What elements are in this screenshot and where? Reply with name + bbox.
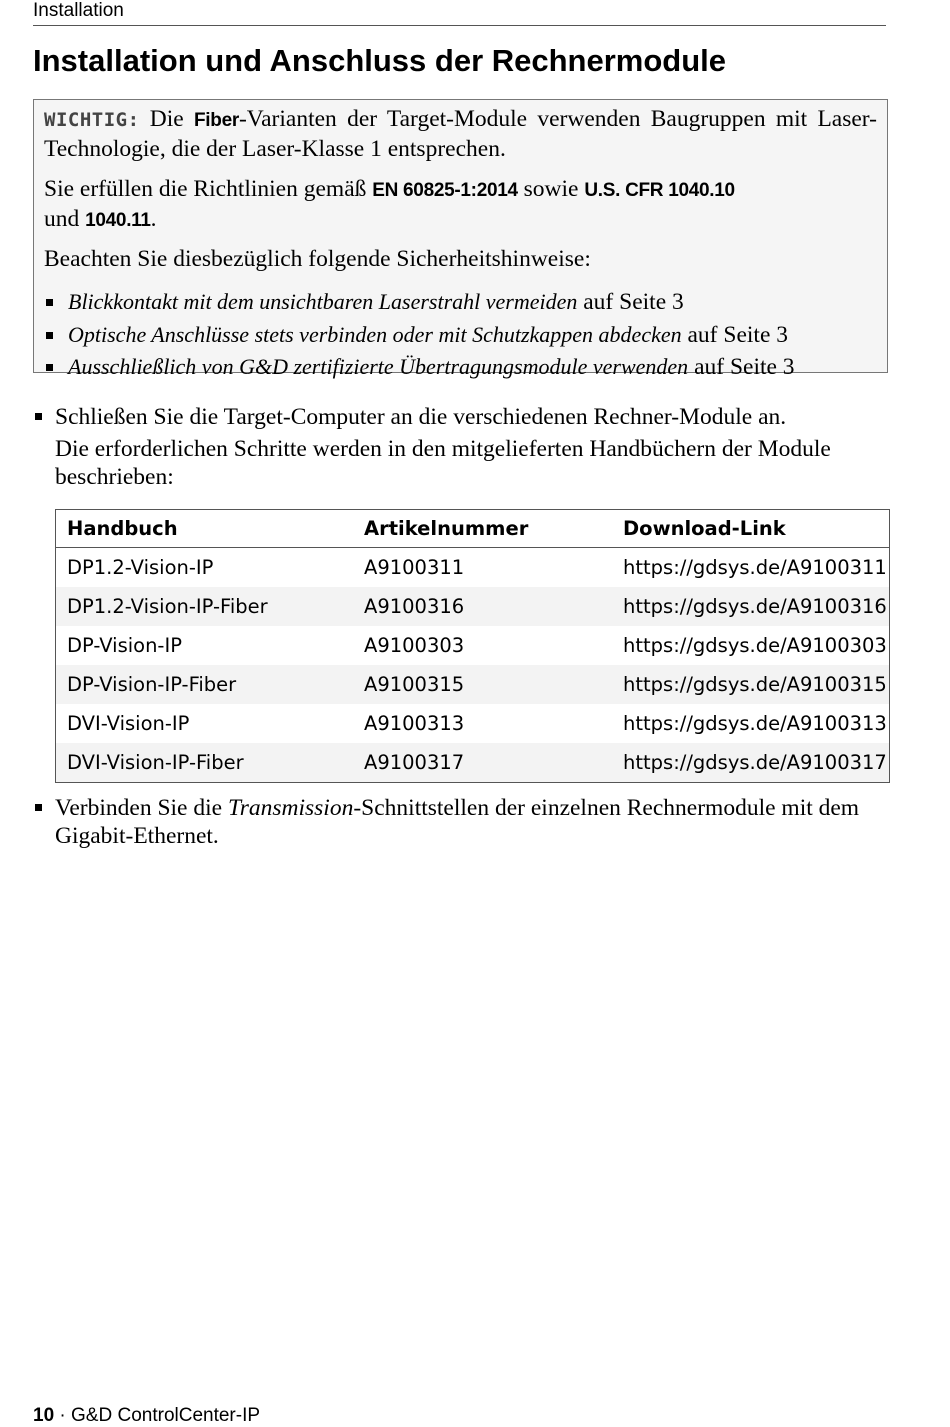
bullet-icon [46, 364, 53, 371]
article-number: A9100311 [364, 556, 465, 579]
download-link[interactable]: https://gdsys.de/A9100316 [612, 587, 889, 626]
manual-name: DP-Vision-IP-Fiber [56, 665, 353, 704]
step-text: -Schnittstellen der einzelnen Rechnermodule mit dem Gigabit-Ethernet. [55, 795, 860, 849]
bullet-icon [46, 299, 53, 306]
transmission-term: Transmission [227, 795, 354, 821]
safety-item[interactable] [44, 351, 877, 384]
article-number: A9100313 [364, 712, 465, 735]
notice-text: und [44, 206, 86, 232]
notice-text: Sie erfüllen die Richtlinien gemäß [44, 176, 373, 202]
step-connect-targets [33, 403, 905, 491]
article-number: A9100317 [353, 743, 612, 782]
page-number: 10 [33, 1405, 55, 1426]
bullet-icon [35, 413, 42, 420]
step-text: Verbinden Sie die [55, 795, 228, 821]
step-connect-transmission [33, 794, 905, 850]
page-reference: auf Seite 3 [577, 289, 684, 315]
column-header-article-number: Artikelnummer [353, 510, 612, 548]
manual-name: DVI-Vision-IP-Fiber [56, 743, 353, 782]
safety-item-link[interactable]: Optische Anschlüsse stets verbinden oder mit Schutzkappen abdecken [68, 321, 682, 347]
manual-name: DVI-Vision-IP [67, 712, 190, 735]
bullet-icon [35, 804, 42, 811]
page-title: Installation und Anschluss der Rechnermodule [33, 43, 727, 78]
table-row [56, 626, 889, 665]
article-number: A9100316 [353, 587, 612, 626]
notice-text: . [150, 206, 157, 232]
notice-text: sowie [517, 176, 585, 202]
footer-separator: · [54, 1405, 72, 1426]
bullet-icon [46, 332, 53, 339]
page-footer [33, 1405, 260, 1427]
table-row [56, 665, 889, 704]
notice-paragraph-fiber [44, 105, 877, 163]
standard-cfr: U.S. CFR 1040.10 [584, 180, 735, 201]
page-reference: auf Seite 3 [681, 321, 788, 348]
download-link[interactable]: https://gdsys.de/A9100303 [623, 634, 887, 657]
important-notice-box [33, 99, 888, 380]
notice-paragraph-safety-intro: Beachten Sie diesbezüglich folgende Sicherheitshinweise: [44, 246, 591, 272]
article-number: A9100315 [353, 665, 612, 704]
table-row [56, 548, 889, 588]
download-link[interactable]: https://gdsys.de/A9100317 [612, 743, 889, 782]
manual-name: DP-Vision-IP [67, 634, 182, 657]
notice-text: Die [139, 106, 194, 132]
safety-list [44, 286, 877, 384]
manual-name: DP1.2-Vision-IP-Fiber [56, 587, 353, 626]
table-header-row [56, 510, 889, 548]
safety-item-link[interactable]: Ausschließlich von G&D zertifizierte Übertragungsmodule verwenden [68, 354, 689, 379]
standard-cfr-2: 1040.11 [85, 210, 151, 231]
safety-item-link[interactable]: Blickkontakt mit dem unsichtbaren Laserstrahl vermeiden [68, 289, 578, 314]
step-detail: Die erforderlichen Schritte werden in den mitgelieferten Handbüchern der Module beschrieben: [55, 436, 831, 490]
column-header-download-link: Download-Link [612, 510, 889, 548]
safety-item[interactable] [44, 286, 877, 319]
manual-name: DP1.2-Vision-IP [67, 556, 214, 579]
table-row [56, 743, 889, 782]
header-divider [33, 25, 886, 26]
fiber-keyword: Fiber [193, 110, 239, 131]
safety-item[interactable] [44, 319, 877, 352]
article-number: A9100303 [364, 634, 465, 657]
standard-en: EN 60825-1:2014 [372, 180, 518, 201]
page-reference: auf Seite 3 [688, 354, 795, 380]
notice-paragraph-standards [44, 175, 877, 235]
notice-label: WICHTIG: [44, 109, 140, 131]
table-row [56, 704, 889, 743]
table-row [56, 587, 889, 626]
column-header-manual: Handbuch [56, 510, 353, 548]
download-link[interactable]: https://gdsys.de/A9100313 [623, 712, 887, 735]
product-name: G&D ControlCenter-IP [71, 1405, 261, 1426]
running-header: Installation [33, 0, 124, 21]
manuals-table [55, 509, 890, 783]
notice-text: -Varianten der Target-Module verwenden Baugruppen mit Laser-Technologie, die der Laser-Klasse 1 entsprechen. [44, 106, 877, 162]
download-link[interactable]: https://gdsys.de/A9100311 [623, 556, 887, 579]
download-link[interactable]: https://gdsys.de/A9100315 [612, 665, 889, 704]
step-instruction: Schließen Sie die Target-Computer an die verschiedenen Rechner-Module an. [55, 404, 787, 430]
